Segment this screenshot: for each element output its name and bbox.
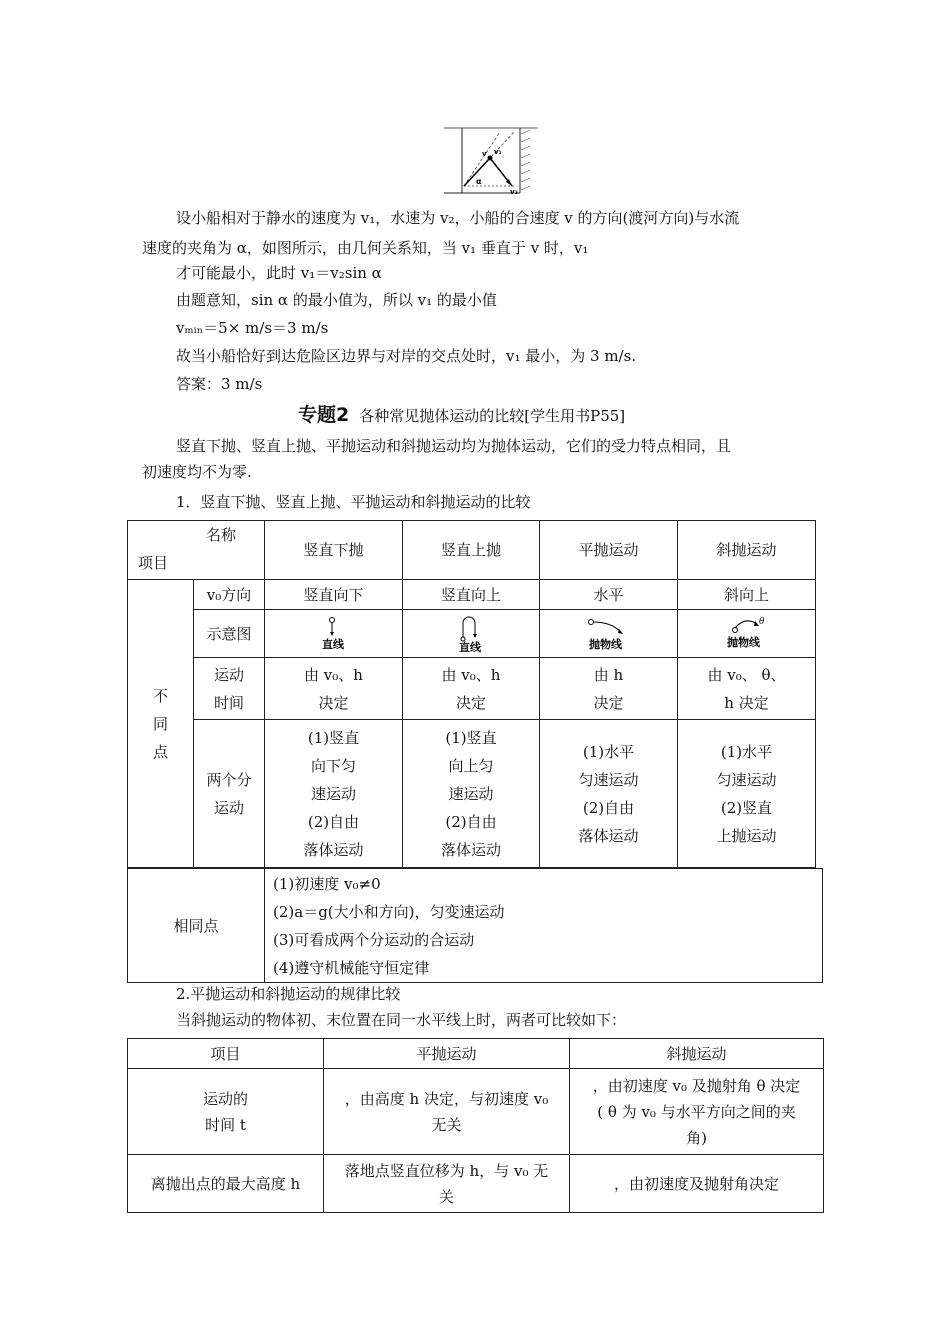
label-v2: v₂: [510, 188, 518, 196]
diagram-caption: 直线: [321, 637, 344, 651]
col-header: 斜抛运动: [570, 1039, 824, 1069]
table-cell: 由 v₀、h 决定: [265, 658, 403, 720]
table-cell: (1)竖直 向下匀 速运动 (2)自由 落体运动: [265, 720, 403, 868]
section-2-title: 2.平抛运动和斜抛运动的规律比较: [176, 985, 401, 1003]
group-label-differences: 不 同 点: [128, 580, 194, 868]
table-cell: (1)水平 匀速运动 (2)竖直 上抛运动: [678, 720, 816, 868]
table-cell: 落地点竖直位移为 h，与 v₀ 无 关: [324, 1155, 570, 1213]
solution-line-2: 速度的夹角为 α，如图所示，由几何关系知，当 v₁ 垂直于 v 时，v₁: [142, 239, 589, 257]
col-header: 项目: [128, 1039, 324, 1069]
row-label: 运动的 时间 t: [128, 1069, 324, 1155]
diagram-caption: 抛物线: [588, 637, 622, 651]
row-label: 运动 时间: [194, 658, 265, 720]
table-cell: (1)水平 匀速运动 (2)自由 落体运动: [540, 720, 678, 868]
solution-line-1: 设小船相对于静水的速度为 v₁，水速为 v₂，小船的合速度 v 的方向(渡河方向)与水流: [176, 209, 740, 227]
topic-title: 各种常见抛体运动的比较[学生用书P55]: [359, 407, 626, 425]
row-label: 示意图: [194, 610, 265, 658]
corner-cell: [128, 521, 265, 580]
col-header: 竖直上抛: [403, 521, 540, 580]
solution-line-4: 由题意知，sin α 的最小值为，所以 v₁ 的最小值: [176, 291, 497, 309]
table-cell: 由 v₀、 θ、 h 决定: [678, 658, 816, 720]
col-header: 竖直下抛: [265, 521, 403, 580]
similarity-item: (2)a＝g(大小和方向)，匀变速运动: [273, 902, 505, 921]
answer-line: 答案：3 m/s: [176, 375, 263, 393]
topic-number: 2: [336, 404, 350, 426]
similarities-list: [265, 869, 823, 983]
intro-line-2: 初速度均不为零.: [142, 463, 252, 481]
river-crossing-figure: [440, 124, 542, 200]
topic-heading: [298, 400, 625, 427]
row-label: 两个分 运动: [194, 720, 265, 868]
table-cell: ，由高度 h 决定，与初速度 v₀ 无关: [324, 1069, 570, 1155]
section-1-title: 1．竖直下抛、竖直上抛、平抛运动和斜抛运动的比较: [176, 493, 531, 511]
table-cell: 由 v₀、h 决定: [403, 658, 540, 720]
oblique-throw-diagram: [721, 616, 773, 652]
label-alpha: α: [476, 177, 482, 186]
table-cell: 竖直向下: [265, 580, 403, 610]
similarity-item: (1)初速度 v₀≠0: [273, 874, 381, 893]
col-header: 平抛运动: [324, 1039, 570, 1069]
row-label: 离抛出点的最大高度 h: [128, 1155, 324, 1213]
diagram-caption: 直线: [459, 640, 481, 653]
solution-line-3: 才可能最小，此时 v₁＝v₂sin α: [176, 264, 382, 282]
similarities-table: [127, 868, 823, 983]
col-header: 斜抛运动: [678, 521, 816, 580]
table-cell: 竖直向上: [403, 580, 540, 610]
similarities-label: 相同点: [128, 869, 265, 983]
section-2-intro: 当斜抛运动的物体初、末位置在同一水平线上时，两者可比较如下：: [176, 1011, 627, 1029]
table-cell: 由 h 决定: [540, 658, 678, 720]
horizontal-throw-diagram: [583, 616, 635, 652]
intro-line-1: 竖直下抛、竖直上抛、平抛运动和斜抛运动均为抛体运动，它们的受力特点相同，且: [176, 437, 732, 455]
solution-line-6: 故当小船恰好到达危险区边界与对岸的交点处时，v₁ 最小，为 3 m/s.: [176, 347, 637, 365]
table-cell: ，由初速度及抛射角决定: [570, 1155, 824, 1213]
diagram-caption: 抛物线: [726, 635, 760, 649]
straight-down-diagram: [314, 616, 354, 652]
table-cell: (1)竖直 向上匀 速运动 (2)自由 落体运动: [403, 720, 540, 868]
col-header: 平抛运动: [540, 521, 678, 580]
solution-line-5: vₘᵢₙ＝5× m/s＝3 m/s: [176, 319, 329, 337]
table-cell: ，由初速度 v₀ 及抛射角 θ 决定 ( θ 为 v₀ 与水平方向之间的夹 角): [570, 1069, 824, 1155]
topic-label: 专题: [298, 404, 337, 426]
similarity-item: (4)遵守机械能守恒定律: [273, 958, 430, 977]
diagram-cell: [403, 610, 540, 658]
table-cell: 斜向上: [678, 580, 816, 610]
row-label: v₀方向: [194, 580, 265, 610]
diagram-cell: [678, 610, 816, 658]
diagram-cell: [540, 610, 678, 658]
corner-bottom: 项目: [138, 554, 169, 572]
table-cell: 水平: [540, 580, 678, 610]
theta-label: θ: [758, 616, 764, 627]
straight-up-diagram: [451, 615, 491, 653]
corner-top: 名称: [205, 526, 236, 544]
comparison-table: [127, 520, 816, 868]
label-v: v: [482, 150, 487, 158]
rules-comparison-table: [127, 1038, 824, 1213]
diagram-cell: [265, 610, 403, 658]
similarity-item: (3)可看成两个分运动的合运动: [273, 930, 475, 949]
label-v1: v₁: [494, 148, 502, 156]
